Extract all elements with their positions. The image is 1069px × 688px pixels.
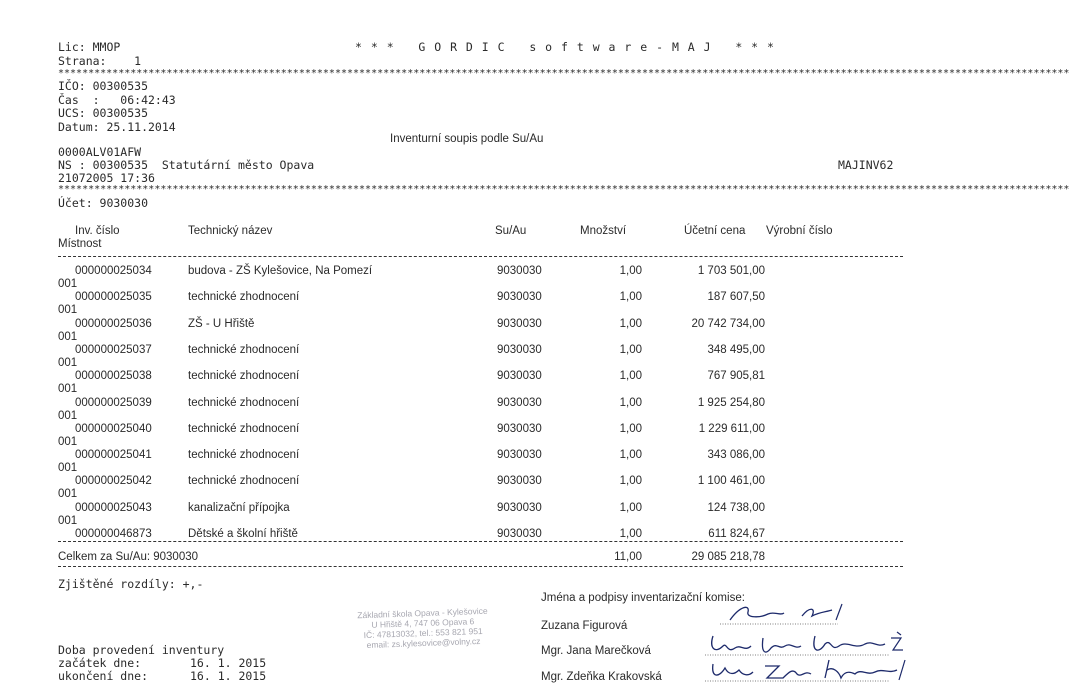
room-code: 001 bbox=[58, 357, 78, 369]
col-account-price: Účetní cena bbox=[684, 225, 746, 237]
col-inv-number: Inv. číslo bbox=[75, 225, 120, 237]
quantity: 1,00 bbox=[619, 502, 642, 514]
star-separator: ************************************************************************************************************************************************************************ bbox=[58, 68, 1069, 79]
quantity: 1,00 bbox=[619, 397, 642, 409]
room-code: 001 bbox=[58, 488, 78, 500]
account-price: 187 607,50 bbox=[707, 291, 765, 303]
total-label: Celkem za Su/Au: 9030030 bbox=[58, 551, 199, 563]
technical-name: technické zhodnocení bbox=[188, 370, 300, 382]
account-price: 343 086,00 bbox=[707, 449, 765, 461]
total-divider-bottom bbox=[58, 566, 903, 567]
stamp-line: U Hřiště 4, 747 06 Opava 6 bbox=[371, 616, 475, 630]
stamp-line: email: zs.kylesovice@volny.cz bbox=[366, 636, 481, 650]
room-code: 001 bbox=[58, 410, 78, 422]
time-line: Čas : 06:42:43 bbox=[58, 93, 176, 107]
technical-name: kanalizační přípojka bbox=[188, 502, 290, 514]
end-label: ukončení dne: bbox=[58, 669, 149, 683]
quantity: 1,00 bbox=[619, 449, 642, 461]
quantity: 1,00 bbox=[619, 265, 642, 277]
account-price: 124 738,00 bbox=[707, 502, 765, 514]
licence-label: Lic: MMOP bbox=[58, 40, 121, 54]
account-line: Účet: 9030030 bbox=[58, 196, 149, 210]
account-price: 348 495,00 bbox=[707, 344, 765, 356]
suau-code: 9030030 bbox=[497, 423, 542, 435]
document-title: Inventurní soupis podle Su/Au bbox=[390, 133, 544, 145]
start-date: 16. 1. 2015 bbox=[190, 656, 267, 670]
technical-name: technické zhodnocení bbox=[188, 291, 300, 303]
differences-line: Zjištěné rozdíly: +,- bbox=[58, 577, 204, 591]
inventory-number: 000000025043 bbox=[75, 502, 152, 514]
suau-code: 9030030 bbox=[497, 449, 542, 461]
room-code: 001 bbox=[58, 304, 78, 316]
inventory-number: 000000025037 bbox=[75, 344, 152, 356]
inventory-number: 000000046873 bbox=[75, 528, 152, 540]
header-divider bbox=[58, 256, 903, 257]
suau-code: 9030030 bbox=[497, 318, 542, 330]
inventory-number: 000000025039 bbox=[75, 397, 152, 409]
total-price: 29 085 218,78 bbox=[691, 551, 765, 563]
committee-heading: Jména a podpisy inventarizační komise: bbox=[541, 592, 745, 604]
inventory-number: 000000025040 bbox=[75, 423, 152, 435]
inventory-period-label: Doba provedení inventury bbox=[58, 643, 225, 657]
inventory-number: 000000025035 bbox=[75, 291, 152, 303]
quantity: 1,00 bbox=[619, 475, 642, 487]
room-code: 001 bbox=[58, 383, 78, 395]
col-tech-name: Technický název bbox=[188, 225, 273, 237]
suau-code: 9030030 bbox=[497, 291, 542, 303]
total-quantity: 11,00 bbox=[614, 551, 642, 563]
col-suau: Su/Au bbox=[495, 225, 527, 237]
session-line: 21072005 17:36 bbox=[58, 171, 155, 185]
software-banner: * * * G O R D I C s o f t w a r e - M A J * * * bbox=[355, 40, 775, 54]
signature-figurova bbox=[720, 598, 860, 628]
account-price: 611 824,67 bbox=[708, 528, 765, 540]
suau-code: 9030030 bbox=[497, 397, 542, 409]
quantity: 1,00 bbox=[619, 318, 642, 330]
suau-code: 9030030 bbox=[497, 528, 542, 540]
room-code: 001 bbox=[58, 278, 78, 290]
inventory-number: 000000025042 bbox=[75, 475, 152, 487]
alv-code: 0000ALV01AFW bbox=[58, 145, 142, 159]
star-separator-2: ************************************************************************************************************************************************************************ bbox=[58, 184, 1069, 195]
inventory-number: 000000025034 bbox=[75, 265, 152, 277]
signature-krakovska bbox=[705, 654, 915, 686]
start-label: začátek dne: bbox=[58, 656, 142, 670]
col-quantity: Množství bbox=[580, 225, 627, 237]
technical-name: technické zhodnocení bbox=[188, 475, 300, 487]
ico-line: IČO: 00300535 bbox=[58, 79, 149, 93]
inventory-number: 000000025041 bbox=[75, 449, 152, 461]
room-code: 001 bbox=[58, 462, 78, 474]
inventory-number: 000000025038 bbox=[75, 370, 152, 382]
suau-code: 9030030 bbox=[497, 370, 542, 382]
ucs-line: UCS: 00300535 bbox=[58, 106, 149, 120]
committee-member: Mgr. Jana Marečková bbox=[541, 645, 651, 657]
total-divider-top bbox=[58, 541, 903, 542]
technical-name: technické zhodnocení bbox=[188, 423, 300, 435]
room-code: 001 bbox=[58, 331, 78, 343]
quantity: 1,00 bbox=[619, 370, 642, 382]
technical-name: technické zhodnocení bbox=[188, 397, 300, 409]
school-stamp bbox=[317, 604, 528, 651]
technical-name: technické zhodnocení bbox=[188, 344, 300, 356]
page-number: Strana: 1 bbox=[58, 54, 142, 68]
technical-name: ZŠ - U Hřiště bbox=[188, 318, 255, 330]
col-room: Místnost bbox=[58, 238, 102, 250]
end-date: 16. 1. 2015 bbox=[190, 669, 267, 683]
technical-name: technické zhodnocení bbox=[188, 449, 300, 461]
committee-member: Zuzana Figurová bbox=[541, 620, 628, 632]
technical-name: Dětské a školní hřiště bbox=[188, 528, 298, 540]
report-code: MAJINV62 bbox=[838, 158, 894, 172]
stamp-line: IČ: 47813032, tel.: 553 821 951 bbox=[363, 625, 483, 641]
account-price: 20 742 734,00 bbox=[691, 318, 765, 330]
account-price: 767 905,81 bbox=[707, 370, 765, 382]
quantity: 1,00 bbox=[619, 423, 642, 435]
room-code: 001 bbox=[58, 515, 78, 527]
account-price: 1 925 254,80 bbox=[697, 397, 765, 409]
inventory-number: 000000025036 bbox=[75, 318, 152, 330]
ns-line: NS : 00300535 Statutární město Opava bbox=[58, 158, 315, 172]
account-price: 1 703 501,00 bbox=[697, 265, 765, 277]
technical-name: budova - ZŠ Kylešovice, Na Pomezí bbox=[188, 265, 373, 277]
suau-code: 9030030 bbox=[497, 344, 542, 356]
account-price: 1 100 461,00 bbox=[697, 475, 765, 487]
account-price: 1 229 611,00 bbox=[698, 423, 765, 435]
suau-code: 9030030 bbox=[497, 502, 542, 514]
quantity: 1,00 bbox=[619, 528, 642, 540]
suau-code: 9030030 bbox=[497, 475, 542, 487]
committee-member: Mgr. Zdeňka Krakovská bbox=[541, 671, 662, 683]
room-code: 001 bbox=[58, 436, 78, 448]
col-serial-number: Výrobní číslo bbox=[766, 225, 833, 237]
quantity: 1,00 bbox=[619, 291, 642, 303]
quantity: 1,00 bbox=[619, 344, 642, 356]
stamp-line: Základní škola Opava - Kylešovice bbox=[357, 605, 488, 621]
suau-code: 9030030 bbox=[497, 265, 542, 277]
date-line: Datum: 25.11.2014 bbox=[58, 120, 176, 134]
